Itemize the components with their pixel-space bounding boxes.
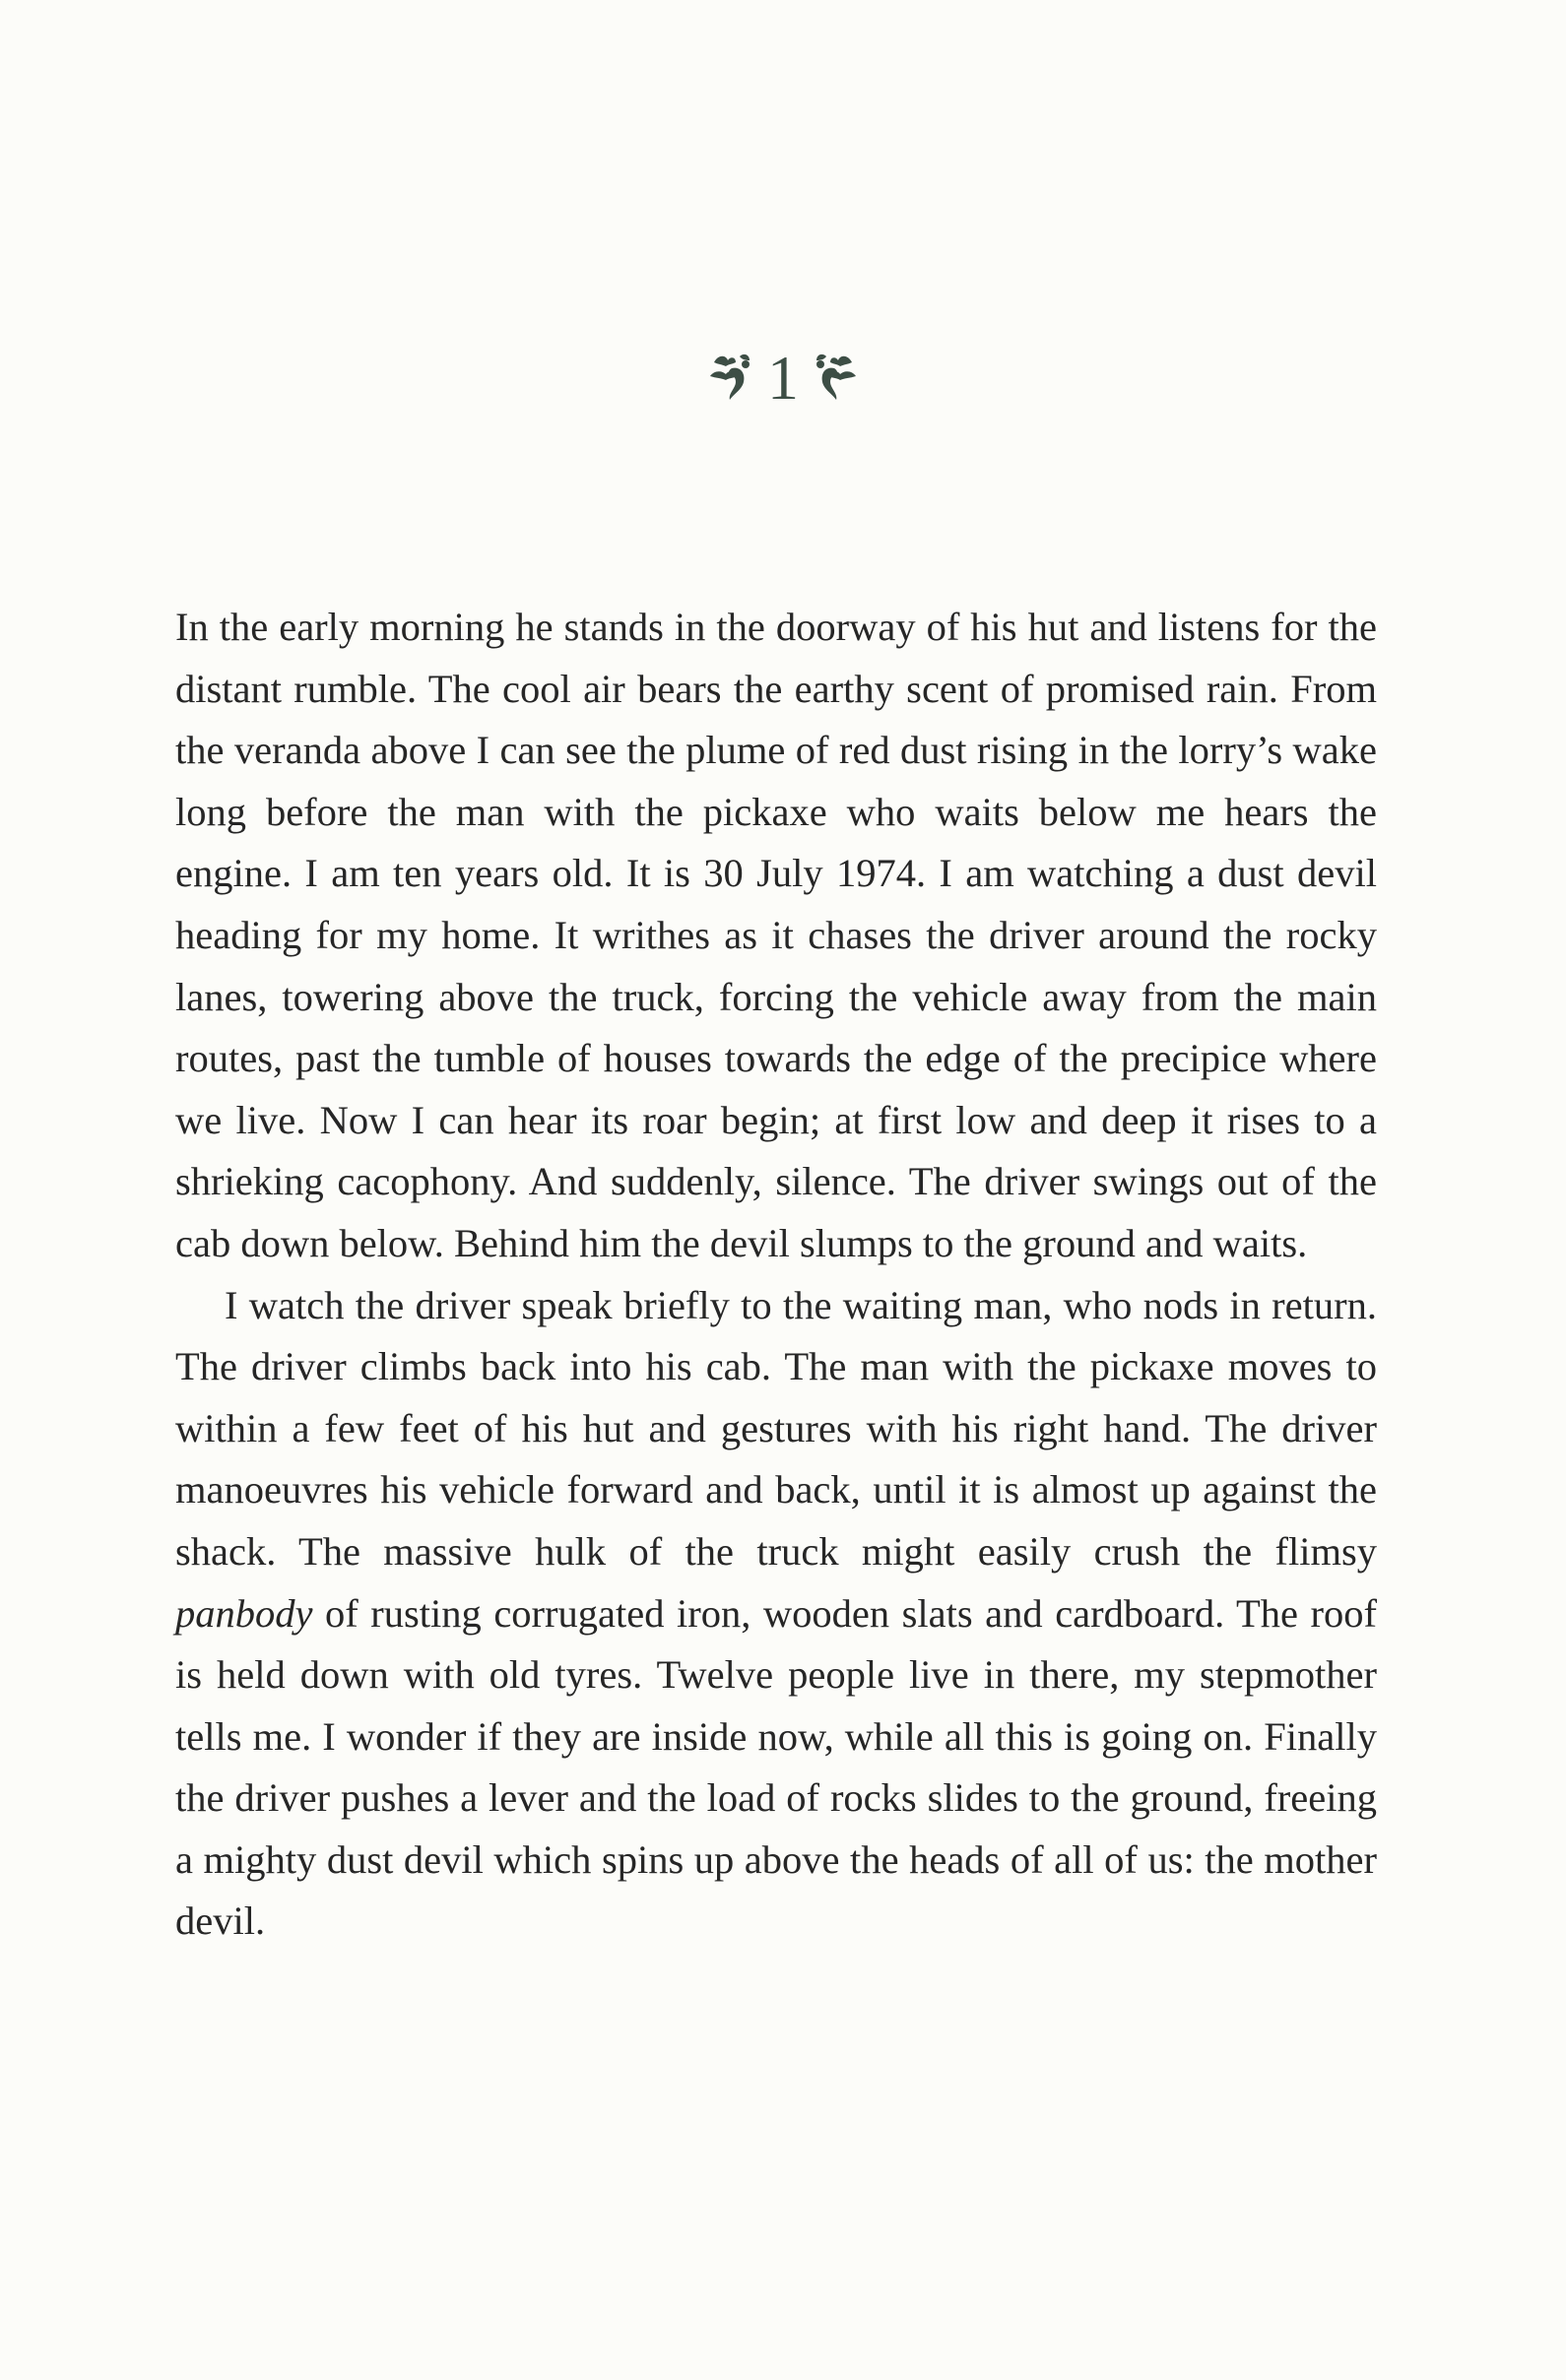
left-fleuron-icon (706, 349, 753, 408)
paragraph-2-part-2: of rusting corrugated iron, wooden slats and cardboard. The roof is held down with old tyres. Twelve people live in there, my stepmother tells me. I wonder if they are inside now, while all this is going on. Finally the driver pushes a lever and the load of rocks slides to the ground, freeing a mighty dust devil which spins up above the heads of all of us: the mother devil. (175, 1590, 1377, 1944)
right-fleuron-icon (813, 349, 860, 408)
paragraph-1: In the early morning he stands in the doorway of his hut and listens for the distant rumble. The cool air bears the earthy scent of promised rain. From the veranda above I can see the plume of red dust rising in the lorry’s wake long before the man with the pickaxe who waits below me hears the engine. I am ten years old. It is 30 July 1974. I am watching a dust devil heading for my home. It writhes as it chases the driver around the rocky lanes, towering above the truck, forcing the vehicle away from the main routes, past the tumble of houses towards the edge of the precipice where we live. Now I can hear its roar begin; at first low and deep it rises to a shrieking cacophony. And suddenly, silence. The driver swings out of the cab down below. Behind him the devil slumps to the ground and waits. (175, 605, 1377, 1265)
paragraph-2-part-1: I watch the driver speak briefly to the waiting man, who nods in return. The driver climbs back into his cab. The man with the pickaxe moves to within a few feet of his hut and gestures with his right hand. The driver manoeuvres his vehicle forward and back, until it is almost up against the shack. The massive hulk of the truck might easily crush the flimsy (175, 1282, 1377, 1574)
chapter-number: 1 (767, 343, 799, 413)
chapter-body (175, 597, 1377, 1953)
chapter-heading (0, 343, 1566, 413)
italic-word-panbody: panbody (175, 1590, 313, 1636)
paragraph-2 (175, 1275, 1377, 1954)
